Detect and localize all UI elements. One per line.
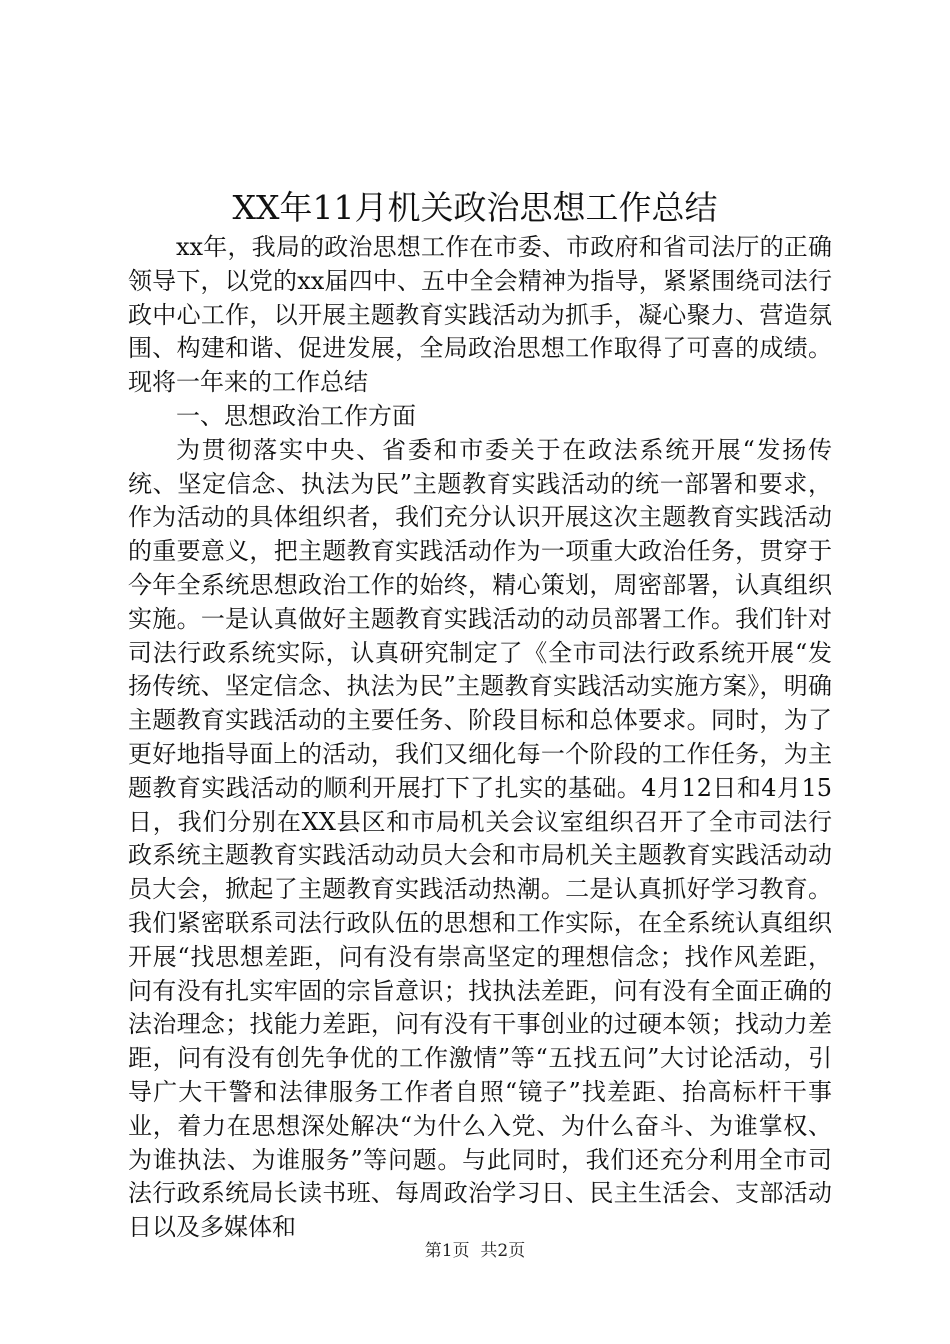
intro-paragraph: xx年，我局的政治思想工作在市委、市政府和省司法厅的正确领导下，以党的xx届四中、五中全会精神为指导，紧紧围绕司法行政中心工作，以开展主题教育实践活动为抓手，凝心聚力、营造氛围、构建和谐、促进发展，全局政治思想工作取得了可喜的成绩。现将一年来的工作总结 bbox=[128, 233, 832, 397]
section-paragraph: 为贯彻落实中央、省委和市委关于在政法系统开展“发扬传统、坚定信念、执法为民”主题教育实践活动的统一部署和要求，作为活动的具体组织者，我们充分认识开展这次主题教育实践活动的重要意义，把主题教育实践活动作为一项重大政治任务，贯穿于今年全系统思想政治工作的始终，精心策划，周密部署，认真组织实施。一是认真做好主题教育实践活动的动员部署工作。我们针对司法行政系统实际，认真研究制定了《全市司法行政系统开展“发扬传统、坚定信念、执法为民”主题教育实践活动实施方案》，明确主题教育实践活动的主要任务、阶段目标和总体要求。同时，为了更好地指导面上的活动，我们又细化每一个阶段的工作任务，为主题教育实践活动的顺利开展打下了扎实的基础。4月12日和4月15日，我们分别在XX县区和市局机关会议室组织召开了全市司法行政系统主题教育实践活动动员大会和市局机关主题教育实践活动动员大会，掀起了主题教育实践活动热潮。二是认真抓好学习教育。我们紧密联系司法行政队伍的思想和工作实际，在全系统认真组织开展“找思想差距，问有没有崇高坚定的理想信念；找作风差距，问有没有扎实牢固的宗旨意识；找执法差距，问有没有全面正确的法治理念；找能力差距，问有没有干事创业的过硬本领；找动力差距，问有没有创先争优的工作激情”等“五找五问”大讨论活动，引导广大干警和法律服务工作者自照“镜子”找差距、抬高标杆干事业，着力在思想深处解决“为什么入党、为什么奋斗、为谁掌权、为谁执法、为谁服务”等问题。与此同时，我们还充分利用全市司法行政系统局长读书班、每周政治学习日、民主生活会、支部活动日以及多媒体和 bbox=[128, 435, 832, 1242]
page-footer bbox=[0, 1239, 950, 1263]
section-heading: 一、思想政治工作方面 bbox=[176, 401, 416, 430]
page-number: 第1页 共2页 bbox=[424, 1241, 526, 1261]
document-body bbox=[128, 231, 832, 1245]
document-title: XX年11月机关政治思想工作总结 bbox=[232, 188, 718, 227]
